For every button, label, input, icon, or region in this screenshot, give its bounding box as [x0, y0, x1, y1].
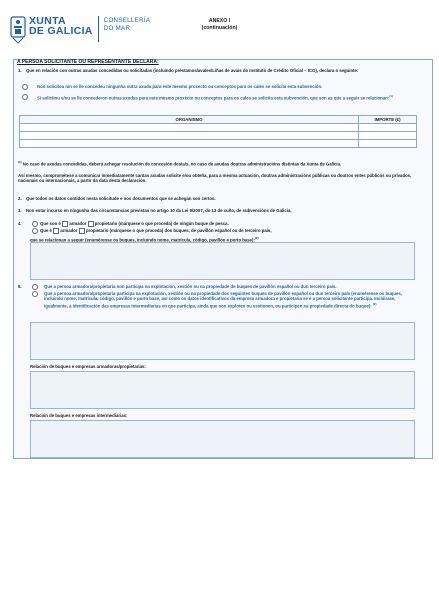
item4-option-none-radio[interactable] [32, 221, 38, 227]
item4-number: 4. [18, 221, 22, 226]
item1-number: 1. [18, 68, 22, 73]
item4-option-yes-radio[interactable] [32, 228, 38, 234]
item5-number: 5. [18, 284, 22, 289]
aid-importe-cell[interactable] [359, 124, 417, 132]
shipowners-textarea[interactable] [30, 371, 415, 409]
item4-opt2-propietario-checkbox[interactable] [79, 228, 85, 234]
item4-option-yes-label [40, 228, 416, 234]
aid-organismo-cell[interactable] [20, 140, 359, 148]
item4-opt2-propietario-label: propietario [85, 228, 109, 234]
item5-option-none-radio[interactable] [32, 284, 38, 290]
item1-option-yes-sup: (1) [389, 94, 393, 98]
item4-opt1-armador-label: armador [69, 221, 87, 227]
annex-title: ANEXO I [208, 18, 231, 24]
item5-option-none-label: Que a persoa armadora/propietaria non participa na explotación, xestión ou na propiedade de buques de pavillón español ou dun terceiro país. [44, 284, 337, 289]
item4-vessels-textarea[interactable] [30, 242, 415, 280]
item4-opt2-text-a: Que é [40, 228, 52, 234]
aid-table [19, 115, 417, 148]
item1-option-none-radio[interactable] [22, 84, 28, 90]
item3-text: Non estar incurso en ningunha das circunstancias previstas no artigo 10 da Lei 9/2007, do 13 de xuño, de subvencións de Galicia. [26, 208, 292, 213]
dept-line1: CONSELLERÍA [103, 17, 151, 24]
annex-heading [0, 15, 439, 31]
item4-opt1-text-d: (márquese o que proceda) de ningún buque de pesca. [118, 221, 229, 227]
item4-opt1-armador-checkbox[interactable] [62, 221, 68, 227]
table-row [20, 140, 417, 148]
item5-option-yes-text: Que a persoa armadora/propietaria participa na explotación, xestión ou na propiedade dos seguintes buques de pavillón español ou dun terceiro país (enumérense os buques, incluindo nome, matrícula, código, pavillón e porto base, así como os datos identificativos da empresa armadora e propietaria se é a persoa solicitante participa. Inclúirase, igualmente, a identificación das empresas intermediarias en que participa, ainda que non exploten ou xestionen, ou participen na propiedade directa do buque): [44, 291, 402, 309]
item5-sup: (2) [372, 301, 377, 306]
item5-option-yes-label [44, 291, 414, 309]
annex-subtitle: (continuación) [201, 24, 238, 31]
table-row [20, 132, 417, 140]
footnote-1-text: No caso de axudas concedidas, deberá achegar resolución de concesión desta/s, no caso de axudas doutras administracións distintas da Xunta de Galicia. [22, 161, 342, 167]
commitment-text: Así mesmo, comprométese a comunicar inmediatamente cantas axudas solicite e/ou obteña, para a mesma actuación, doutras administracións públicas ou doutros entes públicos ou privados, nacionais ou internacionais, a partir da data desta declaración. [18, 173, 412, 184]
intermediaries-textarea[interactable] [30, 420, 415, 458]
aid-table-header-importe: IMPORTE (€) [359, 116, 417, 124]
footnote-1 [18, 160, 418, 167]
item1-option-yes-radio[interactable] [22, 94, 28, 100]
item5-option-yes-radio[interactable] [32, 291, 38, 297]
aid-importe-cell[interactable] [359, 132, 417, 140]
item1-option-yes-text: Si solicitou e/ou se lle concederon outras axudas para este mesmo proxecto ou conceptos para os cales se solicita esta subvención, que son as que a seguir se relacionan: [37, 95, 390, 101]
item2-text: Que todos os datos contidos nesta solicitude e nos documentos que se achegan son certos. [26, 196, 216, 201]
item4-opt2-armador-checkbox[interactable] [53, 228, 59, 234]
intermediaries-label: Relación de buques e empresas intermediarias: [30, 413, 128, 418]
table-row [20, 124, 417, 132]
aid-organismo-cell[interactable] [20, 132, 359, 140]
logo-line2: DE GALICIA [29, 25, 93, 37]
item4-opt1-text-a: Que son é [40, 221, 61, 227]
item3-number: 3. [18, 208, 22, 213]
aid-importe-cell[interactable] [359, 140, 417, 148]
item1-text: Que en relación con outras axudas concedidas ou solicitadas (incluindo préstamos/avales/Liñas de avais do Instituto de Crédito Oficial – ICO), declara o seguinte: [26, 68, 359, 73]
item4-opt1-propietario-label: propietario [94, 221, 118, 227]
item4-opt1-propietario-checkbox[interactable] [88, 221, 94, 227]
item1-option-none-label: Non solicitou nin se lle concedeu ningunha outra axuda para este mesmo proxecto ou conceptos para os cales se solicita esta subvención. [37, 84, 323, 89]
section-title: A PERSOA SOLICITANTE OU REPRESENTANTE DECLARA: [17, 59, 159, 65]
shipowners-label: Relación de buques e empresas armadoras/propietarias: [30, 364, 146, 369]
item4-continuation-text: que se relacionan a seguir (enumérense os buques, incluindo nome, matrícula, código, pavillón e porto base): [30, 237, 255, 243]
item4-opt2-armador-label: armador [60, 228, 78, 234]
footnote-1-mark: (1) [18, 160, 22, 164]
aid-table-header-organismo: ORGANISMO [20, 116, 359, 124]
item4-opt2-text-d: (márquese o que proceda) dos buques, de pavillón español ou de terceiro país, [109, 228, 272, 234]
item4-sup: (2) [254, 236, 259, 240]
item2-number: 2. [18, 196, 22, 201]
item4-option-none-label [40, 221, 410, 227]
aid-organismo-cell[interactable] [20, 124, 359, 132]
item1-option-yes-label [37, 94, 419, 101]
item5-participation-textarea[interactable] [30, 322, 415, 360]
logo-line1: XUNTA [29, 15, 66, 27]
dept-line2: DO MAR [103, 25, 131, 32]
